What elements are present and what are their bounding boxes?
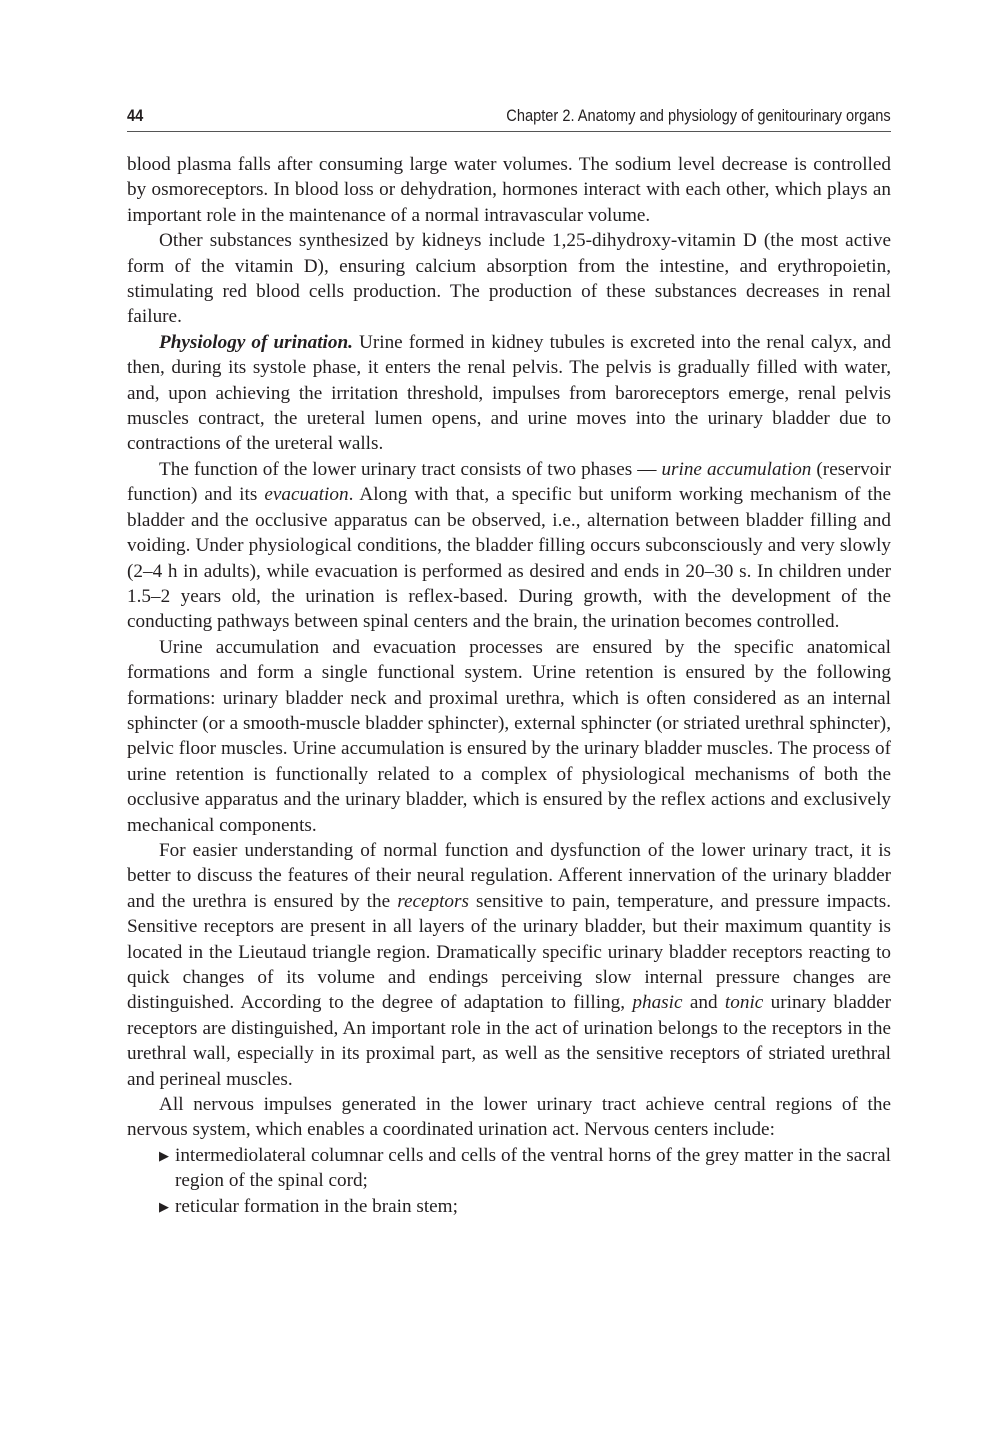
text-run: . Along with that, a specific but uniform working mechanism of the bladder and the occlusive apparatus can be observed, i.e., alternation between bladder filling and voiding. Under physiological conditions, the bladder filling occurs subconsciously and very slowly (2–4 h in adults), while evacuation is performed as desired and ends in 20–30 s. In children under 1.5–2 years old, the urination is reflex-based. During growth, with the development of the conducting pathways between spinal centers and the brain, the urination becomes controlled. [127,484,891,633]
paragraph [127,838,891,1092]
running-title: Chapter 2. Anatomy and physiology of genitourinary organs [506,106,891,125]
list-item-text: intermediolateral columnar cells and cells of the ventral horns of the grey matter in the sacral region of the spinal cord; [175,1144,891,1192]
bullet-list [127,1143,891,1219]
text-run: and [682,992,725,1014]
list-item [127,1143,891,1194]
paragraph: All nervous impulses generated in the lower urinary tract achieve central regions of the nervous system, which enables a coordinated urination act. Nervous centers include: [127,1094,891,1141]
list-item [127,1194,891,1219]
paragraph: blood plasma falls after consuming large water volumes. The sodium level decrease is controlled by osmoreceptors. In blood loss or dehydration, hormones interact with each other, which plays an important role in the maintenance of a normal intravascular volume. [127,154,891,226]
text-run: urinary bladder receptors are distinguished, An important role in the act of urination belongs to the receptors in the urethral wall, especially in its proximal part, as well as the sensitive receptors of striated urethral and perineal muscles. [127,992,891,1090]
text-run: sensitive to pain, temperature, and pressure impacts. Sensitive receptors are present in all layers of the urinary bladder, but their maximum quantity is located in the Lieutaud triangle region. Dramatically specific urinary bladder receptors reacting to quick changes of its volume and endings perceiving slow internal pressure changes are distinguished. According to the degree of adaptation to filling, [127,890,891,1014]
header-rule [127,131,891,132]
text-run: (reservoir function) and its [127,458,891,506]
paragraph-text: Urine formed in kidney tubules is excreted into the renal calyx, and then, during its systole phase, it enters the renal pelvis. The pelvis is gradually filled with water, and, upon achieving the irritation threshold, impulses from baroreceptors emerge, renal pelvis muscles contract, the ureteral lumen opens, and urine moves into the urinary bladder due to contractions of the ureteral walls. [127,331,891,455]
page-number: 44 [127,106,144,125]
text-run: For easier understanding of normal function and dysfunction of the lower urinary tract, it is better to discuss the features of their neural regulation. Afferent innervation of the urinary bladder and the urethra is ensured by the [127,839,891,912]
italic-term: evacuation [264,484,349,506]
paragraph [127,330,891,457]
paragraph: Urine accumulation and evacuation processes are ensured by the specific anatomical formations and form a single functional system. Urine retention is ensured by the following formations: urinary bladder neck and proximal urethra, which is often considered as an internal sphincter (or a smooth-muscle bladder sphincter), external sphincter (or striated urethral sphincter), pelvic floor muscles. Urine accumulation is ensured by the urinary bladder muscles. The process of urine retention is functionally related to a complex of physiological mechanisms of both the occlusive apparatus and the urinary bladder, which is ensured by the reflex actions and exclusively mechanical components. [127,636,891,836]
triangle-bullet-icon: ▶ [159,1198,169,1214]
document-page [127,106,891,1219]
paragraph: Other substances synthesized by kidneys include 1,25-dihydroxy-vitamin D (the most active form of the vitamin D), ensuring calcium absorption from the intestine, and erythropoietin, stimulating red blood cells production. The production of these substances decreases in renal failure. [127,230,891,328]
section-heading: Physiology of urination. [159,331,353,353]
paragraph [127,457,891,635]
italic-term: receptors [397,890,469,912]
body-text [127,152,891,1219]
list-item-text: reticular formation in the brain stem; [175,1195,458,1217]
italic-term: phasic [632,992,683,1014]
italic-term: tonic [724,992,764,1014]
triangle-bullet-icon: ▶ [159,1147,169,1163]
running-header [127,106,891,131]
italic-term: urine accumulation [661,458,812,480]
text-run: The function of the lower urinary tract consists of two phases — [159,458,662,480]
